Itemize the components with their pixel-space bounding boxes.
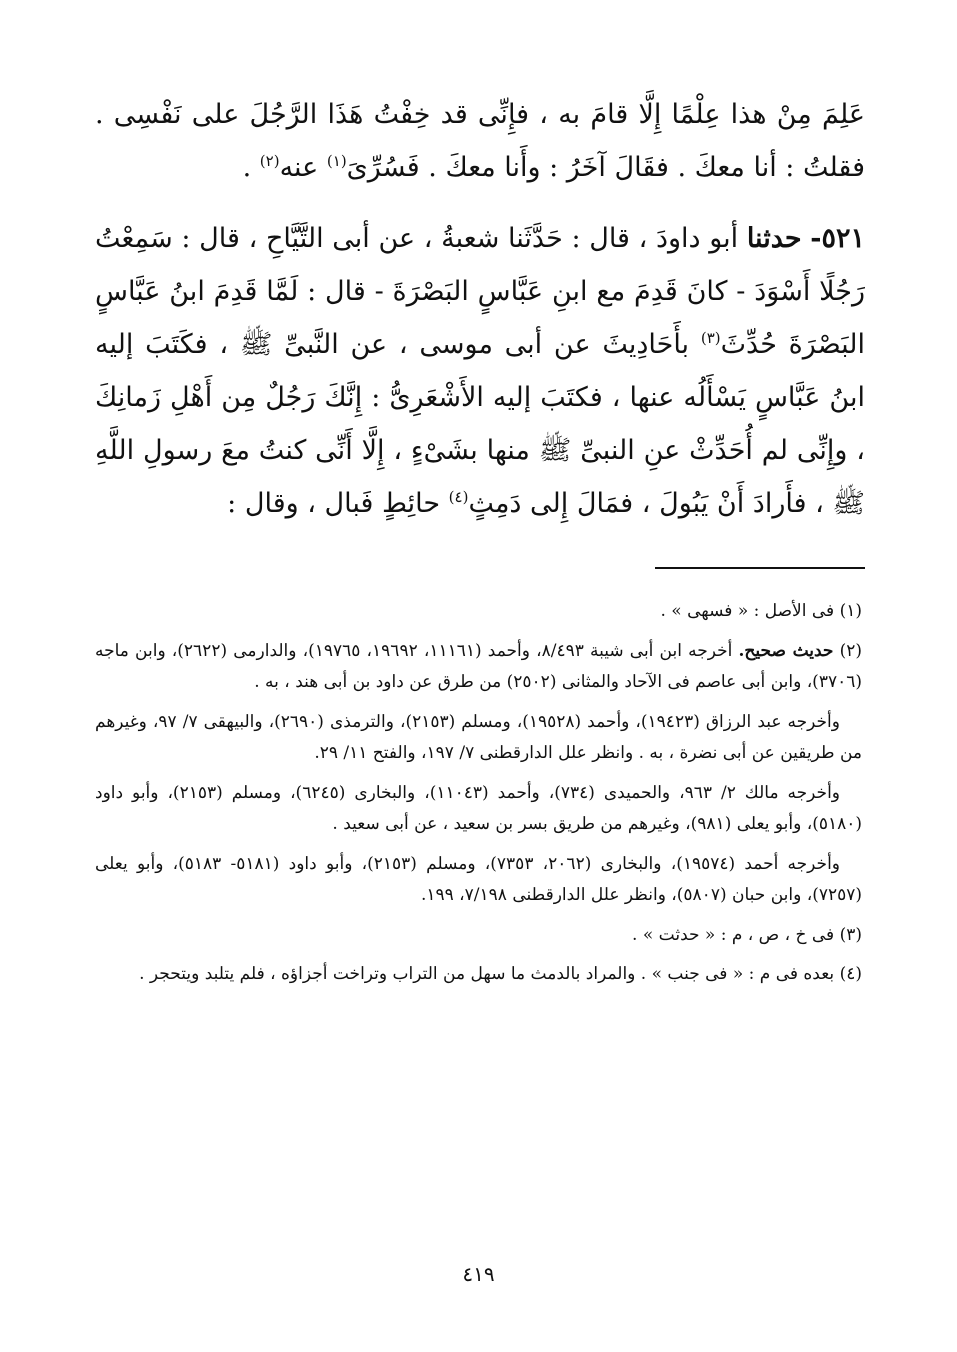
continuation-text: عَلِمَ مِنْ هذا عِلْمًا إِلَّا قامَ به ، فإِنِّى قد خِفْتُ هَذَا الرَّجُلَ على نَفْسِى . فقلتُ : أنا معكَ . فقَالَ آخَرُ : وأَنا معكَ . فَسُرِّىَ [95,99,865,183]
page-number: ٤١٩ [462,1262,495,1286]
footnote-ref-2: (٢) [259,152,280,170]
footnote-2-paragraph-2: وأخرجه عبد الرزاق (١٩٤٢٣)، وأحمد (١٩٥٢٨)، ومسلم (٢١٥٣)، والترمذى (٢٦٩٠)، والبيهقى ٧/ ٩٧، وغيرهم من طريقين عن أبى نضرة ، به . وانظر علل الدارقطنى ٧/ ١٩٧، والفتح ١١/ ٢٩. [95,711,862,763]
footnote-3: (٣) فى خ ، ص ، م : « حدثت » . [632,924,862,945]
footnote-1: (١) فى الأصل : « فسهى » . [660,601,862,621]
continuation-text-end: . [242,152,252,183]
footnote-2-paragraph-4: وأخرجه أحمد (١٩٥٧٤)، والبخارى (٢٠٦٢، ٧٣٥٣)، ومسلم (٢١٥٣)، وأبو داود (٥١٨١- ٥١٨٣)، وأبو يعلى (٧٢٥٧)، وابن حبان (٥٨٠٧)، وانظر علل الدارقطنى ٧/١٩٨، ١٩٩. [95,853,862,905]
hadith-text-3: حائِطٍ فَبال ، وقال : [227,488,441,519]
hadith-number: ٥٢١- [810,223,865,254]
hadith-lead: حدثنا [746,223,802,254]
footnote-ref-1: (١) [326,152,347,170]
footnote-4: (٤) بعده فى م : « فى جنب » . والمراد بالدمث ما سهل من التراب وتراخت أجزاؤه ، فلم يتلبد ويتحجر . [139,964,862,984]
main-text [95,88,865,530]
hadith-paragraph [95,212,865,530]
continuation-paragraph [95,88,865,194]
hadith-text-1: أبو داودَ ، قال : حَدَّثَنا شعبةُ ، عن أبى التَّيَّاحِ ، قال : سَمِعْتُ رَجُلًا أَسْوَدَ - كانَ قَدِمَ مع ابنِ عَبَّاسٍ البَصْرَةَ - قال : لَمَّا قَدِمَ ابنُ عَبَّاسٍ البَصْرَةَ حُدِّثَ [95,223,865,360]
footnote-2-grade: حديث صحيح. [738,640,834,661]
footnote-divider [655,567,865,569]
footnote-ref-4: (٤) [448,488,469,506]
footnote-2-text: أخرجه ابن أبى شيبة ٨/٤٩٣، وأحمد (١١١٦١، ١٩٦٩٢، ١٩٧٦٥)، والدارمى (٢٦٢٢)، وابن ماجه (٣٧٠٦)، وابن أبى عاصم فى الآحاد والمثانى (٢٥٠٢) من طرق عن داود بن أبى هند ، به . [95,640,862,692]
hadith-text-2: بأَحَادِيثَ عن أبى موسى ، عن النَّبىِّ ﷺ ، فكَتَبَ إليه ابنُ عَبَّاسٍ يَسْأَلُه عنها ، فكتَبَ إليه الأَشْعَرِىُّ : إِنَّكَ رَجُلٌ مِن أَهْلِ زَمانِكَ ، وإِنِّى لم أُحَدِّثْ عنِ النبىِّ ﷺ منها بشَىْءٍ ، إِلَّا أَنِّى كنتُ معَ رسولِ اللَّهِ ﷺ ، فأَرادَ أَنْ يَبُولَ ، فمَالَ إِلى دَمِثٍ [95,329,865,519]
footnotes [95,596,862,999]
footnote-2-paragraph-3: وأخرجه مالك ٢/ ٩٦٣، والحميدى (٧٣٤)، وأحمد (١١٠٤٣)، والبخارى (٦٢٤٥)، ومسلم (٢١٥٣)، وأبو داود (٥١٨٠)، وأبو يعلى (٩٨١)، وغيرهم من طريق بسر بن سعيد ، عن أبى سعيد . [95,782,862,834]
footnote-2-number: (٢) [839,640,863,661]
continuation-text-mid: عنه [279,152,319,183]
footnote-2 [95,636,862,699]
footnote-ref-3: (٣) [700,329,721,347]
